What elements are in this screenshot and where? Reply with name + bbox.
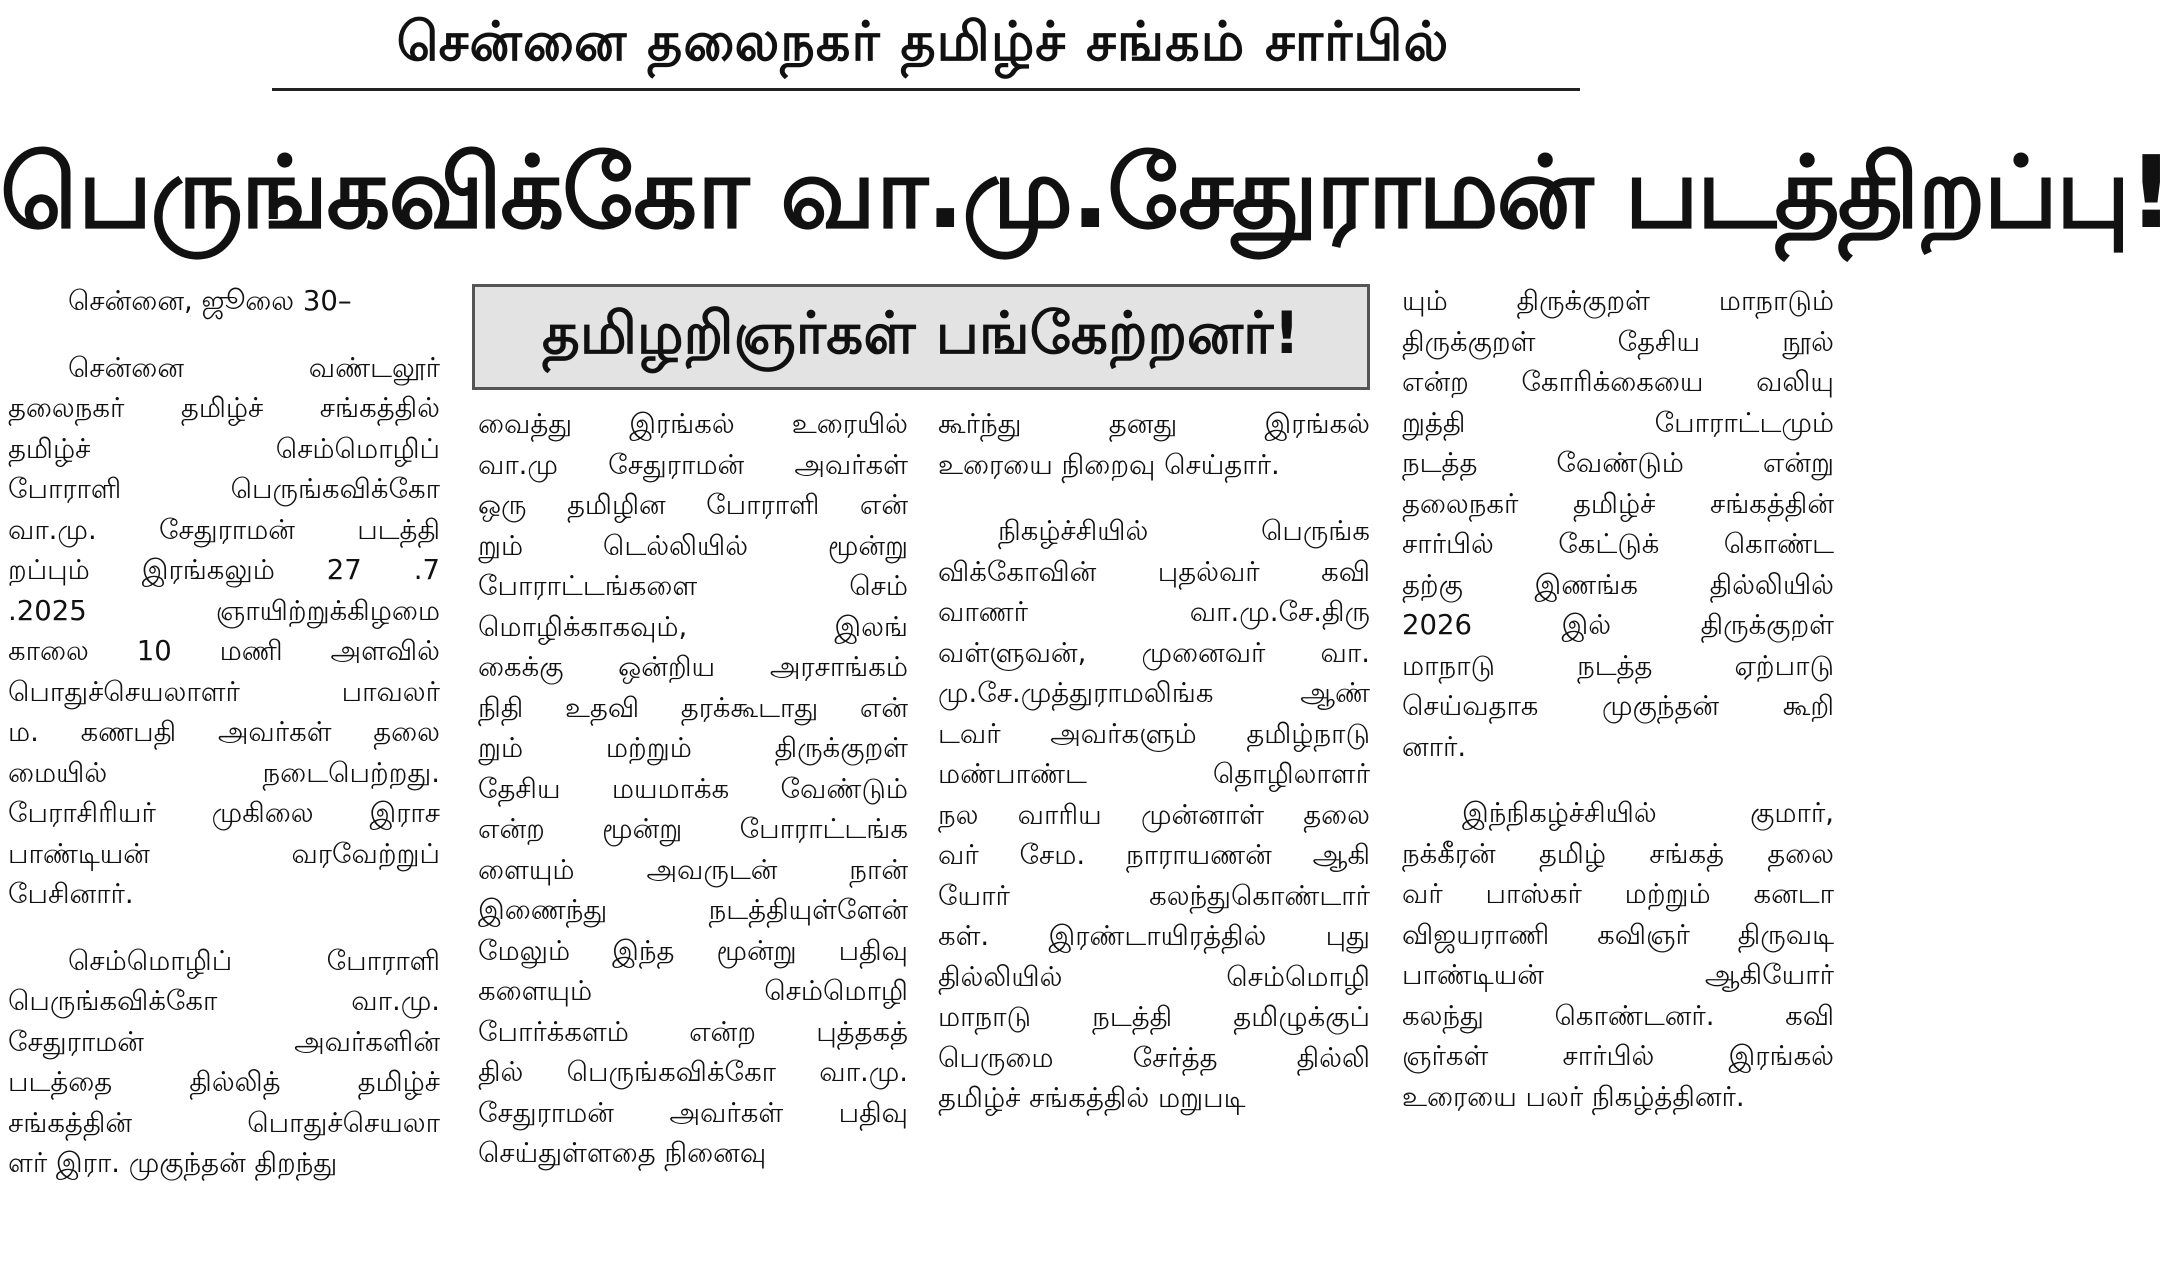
- article-line: பெருங்கவிக்கோ வா.மு.: [8, 985, 440, 1017]
- article-paragraph: [8, 281, 440, 322]
- article-line: உரையை பலர் நிகழ்த்தினர்.: [1402, 1080, 1745, 1113]
- article-line: செய்துள்ளதை நினைவு: [478, 1137, 767, 1169]
- article-paragraph: [8, 941, 440, 1184]
- article-line: யும் திருக்குறள் மாநாடும்: [1402, 285, 1834, 317]
- article-line: றும் டெல்லியில் மூன்று: [478, 529, 908, 562]
- article-line: பேராசிரியர் முகிலை இராச: [8, 797, 440, 829]
- article-column-3: [938, 404, 1370, 1119]
- article-line: வாணர் வா.மு.சே.திரு: [938, 596, 1370, 628]
- article-line: படத்தை தில்லித் தமிழ்ச்: [8, 1066, 440, 1098]
- article-line: வர் பாஸ்கர் மற்றும் கனடா: [1402, 878, 1834, 910]
- article-line: திருக்குறள் தேசிய நூல்: [1402, 325, 1834, 358]
- article-line: கூர்ந்து தனது இரங்கல்: [938, 408, 1370, 440]
- article-line: டவர் அவர்களும் தமிழ்நாடு: [938, 717, 1370, 750]
- article-line: தலைநகர் தமிழ்ச் சங்கத்தின்: [1402, 487, 1834, 520]
- article-line: யோர் கலந்துகொண்டார்: [938, 879, 1370, 912]
- article-line: செம்மொழிப் போராளி: [68, 944, 440, 977]
- article-line: மொழிக்காகவும், இலங்: [478, 610, 908, 643]
- article-line: போராட்டங்களை செம்: [478, 570, 908, 602]
- article-line: தற்கு இணங்க தில்லியில்: [1402, 568, 1834, 601]
- article-line: சேதுராமன் அவர்களின்: [8, 1025, 440, 1058]
- article-line: தில்லியில் செம்மொழி: [938, 960, 1370, 993]
- article-line: வைத்து இரங்கல் உரையில்: [478, 408, 908, 440]
- article-line: நக்கீரன் தமிழ் சங்கத் தலை: [1402, 837, 1834, 870]
- article-paragraph: [1402, 793, 1834, 1117]
- article-line: மாநாடு நடத்தி தமிழுக்குப்: [938, 1001, 1370, 1033]
- article-line: னார்.: [1402, 730, 1467, 763]
- article-line: மையில் நடைபெற்றது.: [8, 756, 440, 789]
- article-line: நிதி உதவி தரக்கூடாது என்: [478, 691, 908, 724]
- article-line: தலைநகர் தமிழ்ச் சங்கத்தில்: [8, 392, 440, 424]
- article-line: பாண்டியன் வரவேற்றுப்: [8, 837, 440, 870]
- article-line: வர் சேம. நாராயணன் ஆகி: [938, 839, 1370, 871]
- article-line: விஜயராணி கவிஞர் திருவடி: [1402, 918, 1834, 951]
- article-line: சேதுராமன் அவர்கள் பதிவு: [478, 1096, 908, 1129]
- article-line: வா.மு சேதுராமன் அவர்கள்: [478, 448, 908, 481]
- article-line: ஒரு தமிழின போராளி என்: [478, 489, 908, 521]
- article-line: சங்கத்தின் பொதுச்செயலா: [8, 1106, 440, 1139]
- article-line: போர்க்களம் என்ற புத்தகத்: [478, 1015, 908, 1048]
- article-line: கலந்து கொண்டனர். கவி: [1402, 999, 1834, 1032]
- article-line: என்ற மூன்று போராட்டங்க: [478, 813, 908, 845]
- paragraph-gap: [8, 322, 440, 348]
- article-line: காலை 10 மணி அளவில்: [8, 635, 440, 667]
- article-line: பெருமை சேர்த்த தில்லி: [938, 1041, 1370, 1074]
- article-line: மாநாடு நடத்த ஏற்பாடு: [1402, 649, 1834, 682]
- kicker-heading: சென்னை தலைநகர் தமிழ்ச் சங்கம் சார்பில்: [396, 10, 1450, 73]
- article-line: ளையும் அவருடன் நான்: [478, 853, 908, 886]
- article-line: பேசினார்.: [8, 878, 134, 910]
- subheadline-box: [472, 284, 1370, 390]
- article-line: சென்னை, ஜூலை 30–: [68, 285, 352, 317]
- article-line: செய்வதாக முகுந்தன் கூறி: [1402, 690, 1834, 722]
- article-column-1: [8, 281, 440, 1184]
- article-column-4: [1402, 281, 1834, 1117]
- paragraph-gap: [938, 485, 1370, 511]
- paragraph-gap: [1402, 767, 1834, 793]
- article-paragraph: [1402, 281, 1834, 767]
- article-line: மேலும் இந்த மூன்று பதிவு: [478, 934, 908, 967]
- article-line: பொதுச்செயலாளர் பாவலர்: [8, 675, 440, 708]
- article-line: .2025 ஞாயிற்றுக்கிழமை: [8, 594, 440, 627]
- article-column-2: [478, 404, 908, 1174]
- article-line: கைக்கு ஒன்றிய அரசாங்கம்: [478, 651, 908, 683]
- article-line: ளர் இரா. முகுந்தன் திறந்து: [8, 1147, 338, 1179]
- article-line: மு.சே.முத்துராமலிங்க ஆண்: [938, 677, 1370, 709]
- article-line: தமிழ்ச் செம்மொழிப்: [8, 432, 440, 465]
- article-line: மண்பாண்ட தொழிலாளர்: [938, 758, 1370, 790]
- article-line: போராளி பெருங்கவிக்கோ: [8, 473, 440, 505]
- article-line: என்ற கோரிக்கையை வலியு: [1402, 366, 1834, 398]
- article-paragraph: [8, 348, 440, 915]
- subheadline: தமிழறிஞர்கள் பங்கேற்றனர்!: [542, 299, 1300, 367]
- paragraph-gap: [8, 915, 440, 941]
- article-line: நிகழ்ச்சியில் பெருங்க: [998, 515, 1370, 547]
- article-line: 2026 இல் திருக்குறள்: [1402, 609, 1834, 641]
- article-line: கள். இரண்டாயிரத்தில் புது: [938, 920, 1370, 952]
- article-paragraph: [478, 404, 908, 1174]
- article-line: றப்பும் இரங்கலும் 27 .7: [8, 554, 440, 586]
- article-line: தமிழ்ச் சங்கத்தில் மறுபடி: [938, 1082, 1246, 1114]
- article-line: றுத்தி போராட்டமும்: [1402, 406, 1834, 439]
- article-line: சார்பில் கேட்டுக் கொண்ட: [1402, 528, 1834, 560]
- article-line: பாண்டியன் ஆகியோர்: [1402, 959, 1834, 991]
- article-line: இணைந்து நடத்தியுள்ளேன்: [478, 894, 908, 926]
- article-line: நல வாரிய முன்னாள் தலை: [938, 798, 1370, 831]
- article-line: உரையை நிறைவு செய்தார்.: [938, 448, 1280, 481]
- main-headline: பெருங்கவிக்கோ வா.மு.சேதுராமன் படத்திறப்பு!: [0, 134, 2172, 251]
- kicker-underline: [272, 88, 1580, 91]
- article-line: தில் பெருங்கவிக்கோ வா.மு.: [478, 1056, 908, 1088]
- article-line: ம. கணபதி அவர்கள் தலை: [8, 716, 440, 748]
- article-line: ஞர்கள் சார்பில் இரங்கல்: [1402, 1040, 1834, 1072]
- article-paragraph: [938, 511, 1370, 1119]
- article-line: றும் மற்றும் திருக்குறள்: [478, 732, 908, 764]
- article-line: நடத்த வேண்டும் என்று: [1402, 447, 1834, 479]
- article-paragraph: [938, 404, 1370, 485]
- article-line: வா.மு. சேதுராமன் படத்தி: [8, 513, 440, 546]
- article-line: விக்கோவின் புதல்வர் கவி: [938, 555, 1370, 588]
- article-line: களையும் செம்மொழி: [478, 975, 908, 1007]
- article-line: வள்ளுவன், முனைவர் வா.: [938, 636, 1370, 669]
- article-line: இந்நிகழ்ச்சியில் குமார்,: [1462, 797, 1834, 829]
- article-line: தேசிய மயமாக்க வேண்டும்: [478, 772, 908, 805]
- article-line: சென்னை வண்டலூர்: [68, 351, 440, 384]
